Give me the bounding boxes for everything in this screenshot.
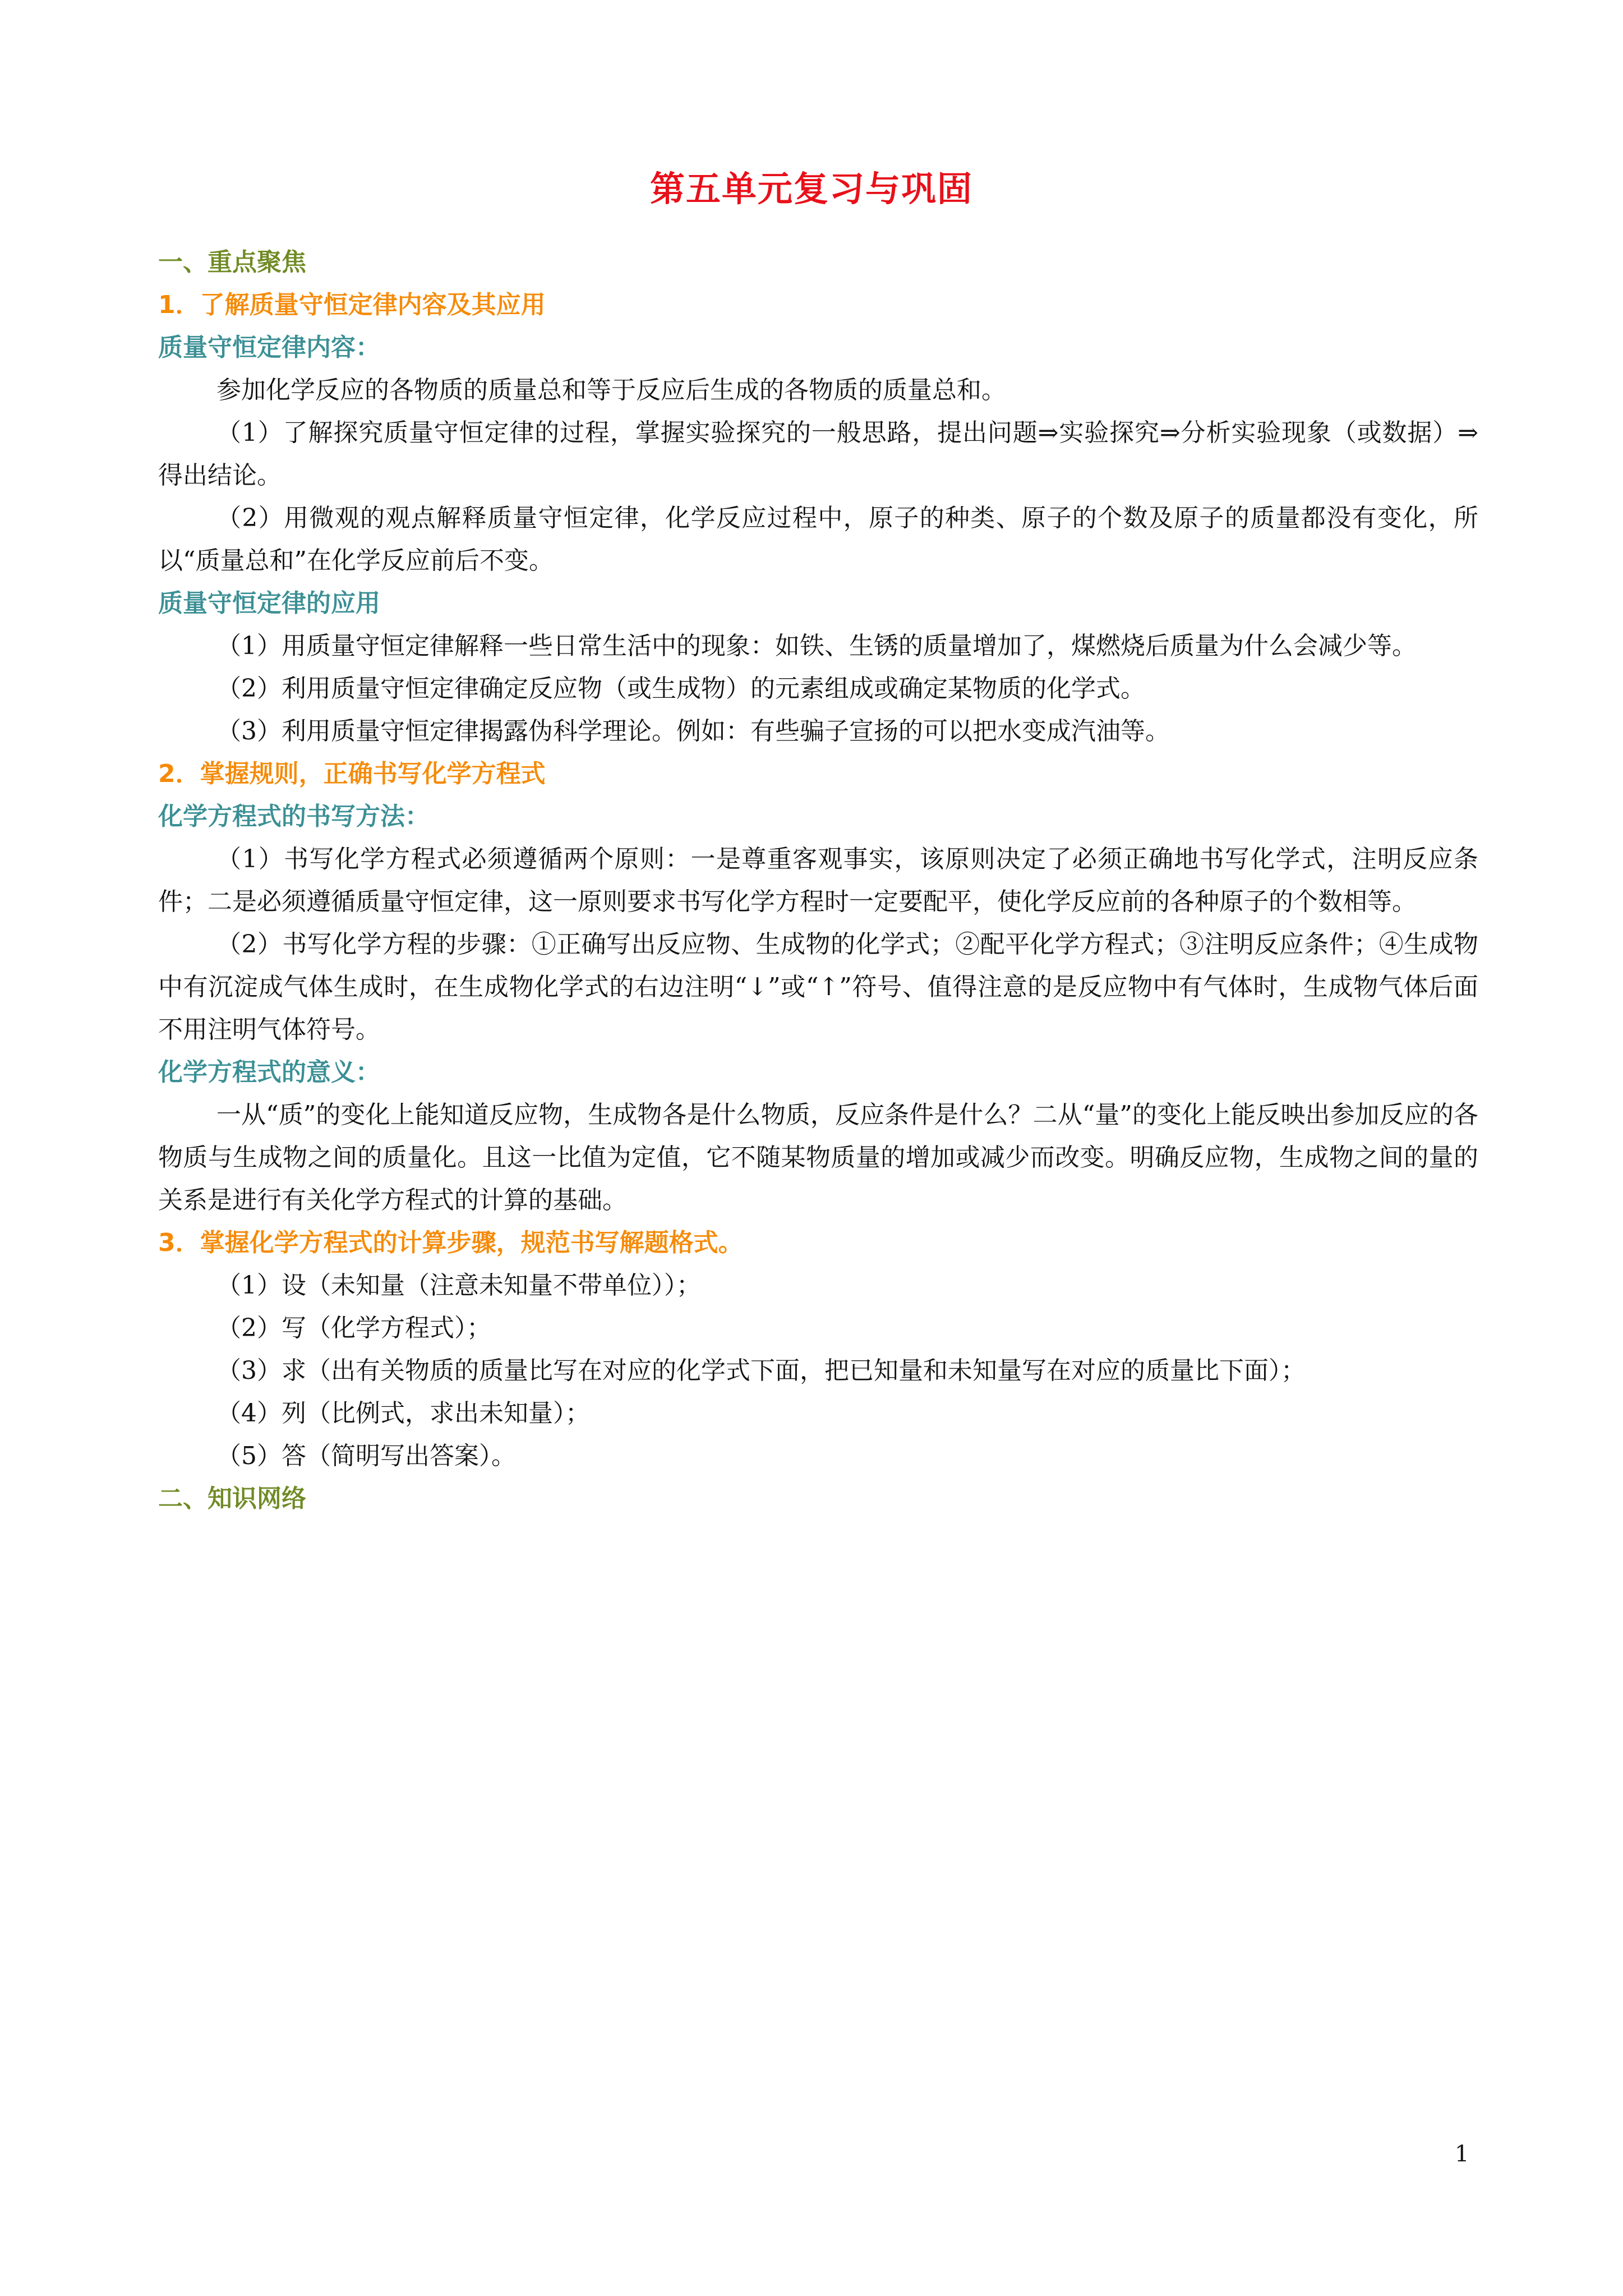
subheading-writing-method: 化学方程式的书写方法： — [158, 802, 430, 831]
paragraph: （1）用质量守恒定律解释一些日常生活中的现象：如铁、生锈的质量增加了，煤燃烧后质量为什么会减少等。 — [216, 632, 1417, 660]
paragraph: （3）利用质量守恒定律揭露伪科学理论。例如：有些骗子宣扬的可以把水变成汽油等。 — [216, 717, 1170, 746]
document-title: 第五单元复习与巩固 — [649, 168, 973, 209]
paragraph: （2）用微观的观点解释质量守恒定律，化学反应过程中，原子的种类、原子的个数及原子的质量都没有变化，所以“质量总和”在化学反应前后不变。 — [158, 504, 1478, 575]
calculation-step: （4）列（比例式，求出未知量）； — [216, 1399, 590, 1428]
topic-heading-chemical-equations: 2．掌握规则，正确书写化学方程式 — [158, 760, 546, 788]
paragraph: 一从“质”的变化上能知道反应物，生成物各是什么物质，反应条件是什么？二从“量”的变化上能反映出参加反应的各物质与生成物之间的质量化。且这一比值为定值，它不随某物质量的增加或减少而改变。明确反应物，生成物之间的量的关系是进行有关化学方程式的计算的基础。 — [158, 1101, 1478, 1214]
subheading-law-content: 质量守恒定律内容： — [158, 333, 380, 362]
paragraph: 参加化学反应的各物质的质量总和等于反应后生成的各物质的质量总和。 — [216, 376, 1006, 404]
calculation-step: （3）求（出有关物质的质量比写在对应的化学式下面，把已知量和未知量写在对应的质量比下面）； — [216, 1356, 1306, 1385]
paragraph: （1）书写化学方程式必须遵循两个原则：一是尊重客观事实，该原则决定了必须正确地书写化学式，注明反应条件；二是必须遵循质量守恒定律，这一原则要求书写化学方程时一定要配平，使化学反应前的各种原子的个数相等。 — [158, 845, 1478, 916]
calculation-step: （1）设（未知量（注意未知量不带单位））； — [216, 1271, 701, 1300]
section-heading-key-points: 一、重点聚焦 — [158, 248, 306, 277]
subheading-law-application: 质量守恒定律的应用 — [158, 589, 380, 618]
paragraph: （2）书写化学方程的步骤：①正确写出反应物、生成物的化学式；②配平化学方程式；③注明反应条件；④生成物中有沉淀成气体生成时，在生成物化学式的右边注明“↓”或“↑”符号、值得注意的是反应物中有气体时，生成物气体后面不用注明气体符号。 — [158, 930, 1478, 1044]
paragraph: （1）了解探究质量守恒定律的过程，掌握实验探究的一般思路，提出问题⇒实验探究⇒分析实验现象（或数据）⇒得出结论。 — [158, 418, 1478, 490]
subheading-equation-meaning: 化学方程式的意义： — [158, 1058, 380, 1087]
calculation-step: （2）写（化学方程式）； — [216, 1314, 491, 1342]
document-body — [158, 241, 1478, 1520]
paragraph: （2）利用质量守恒定律确定反应物（或生成物）的元素组成或确定某物质的化学式。 — [216, 674, 1145, 703]
topic-heading-calculation-steps: 3．掌握化学方程式的计算步骤，规范书写解题格式。 — [158, 1228, 743, 1257]
page-number: 1 — [1455, 2141, 1469, 2167]
calculation-step: （5）答（简明写出答案）。 — [216, 1442, 516, 1470]
section-heading-knowledge-network: 二、知识网络 — [158, 1484, 306, 1513]
topic-heading-conservation-of-mass: 1．了解质量守恒定律内容及其应用 — [158, 291, 546, 319]
